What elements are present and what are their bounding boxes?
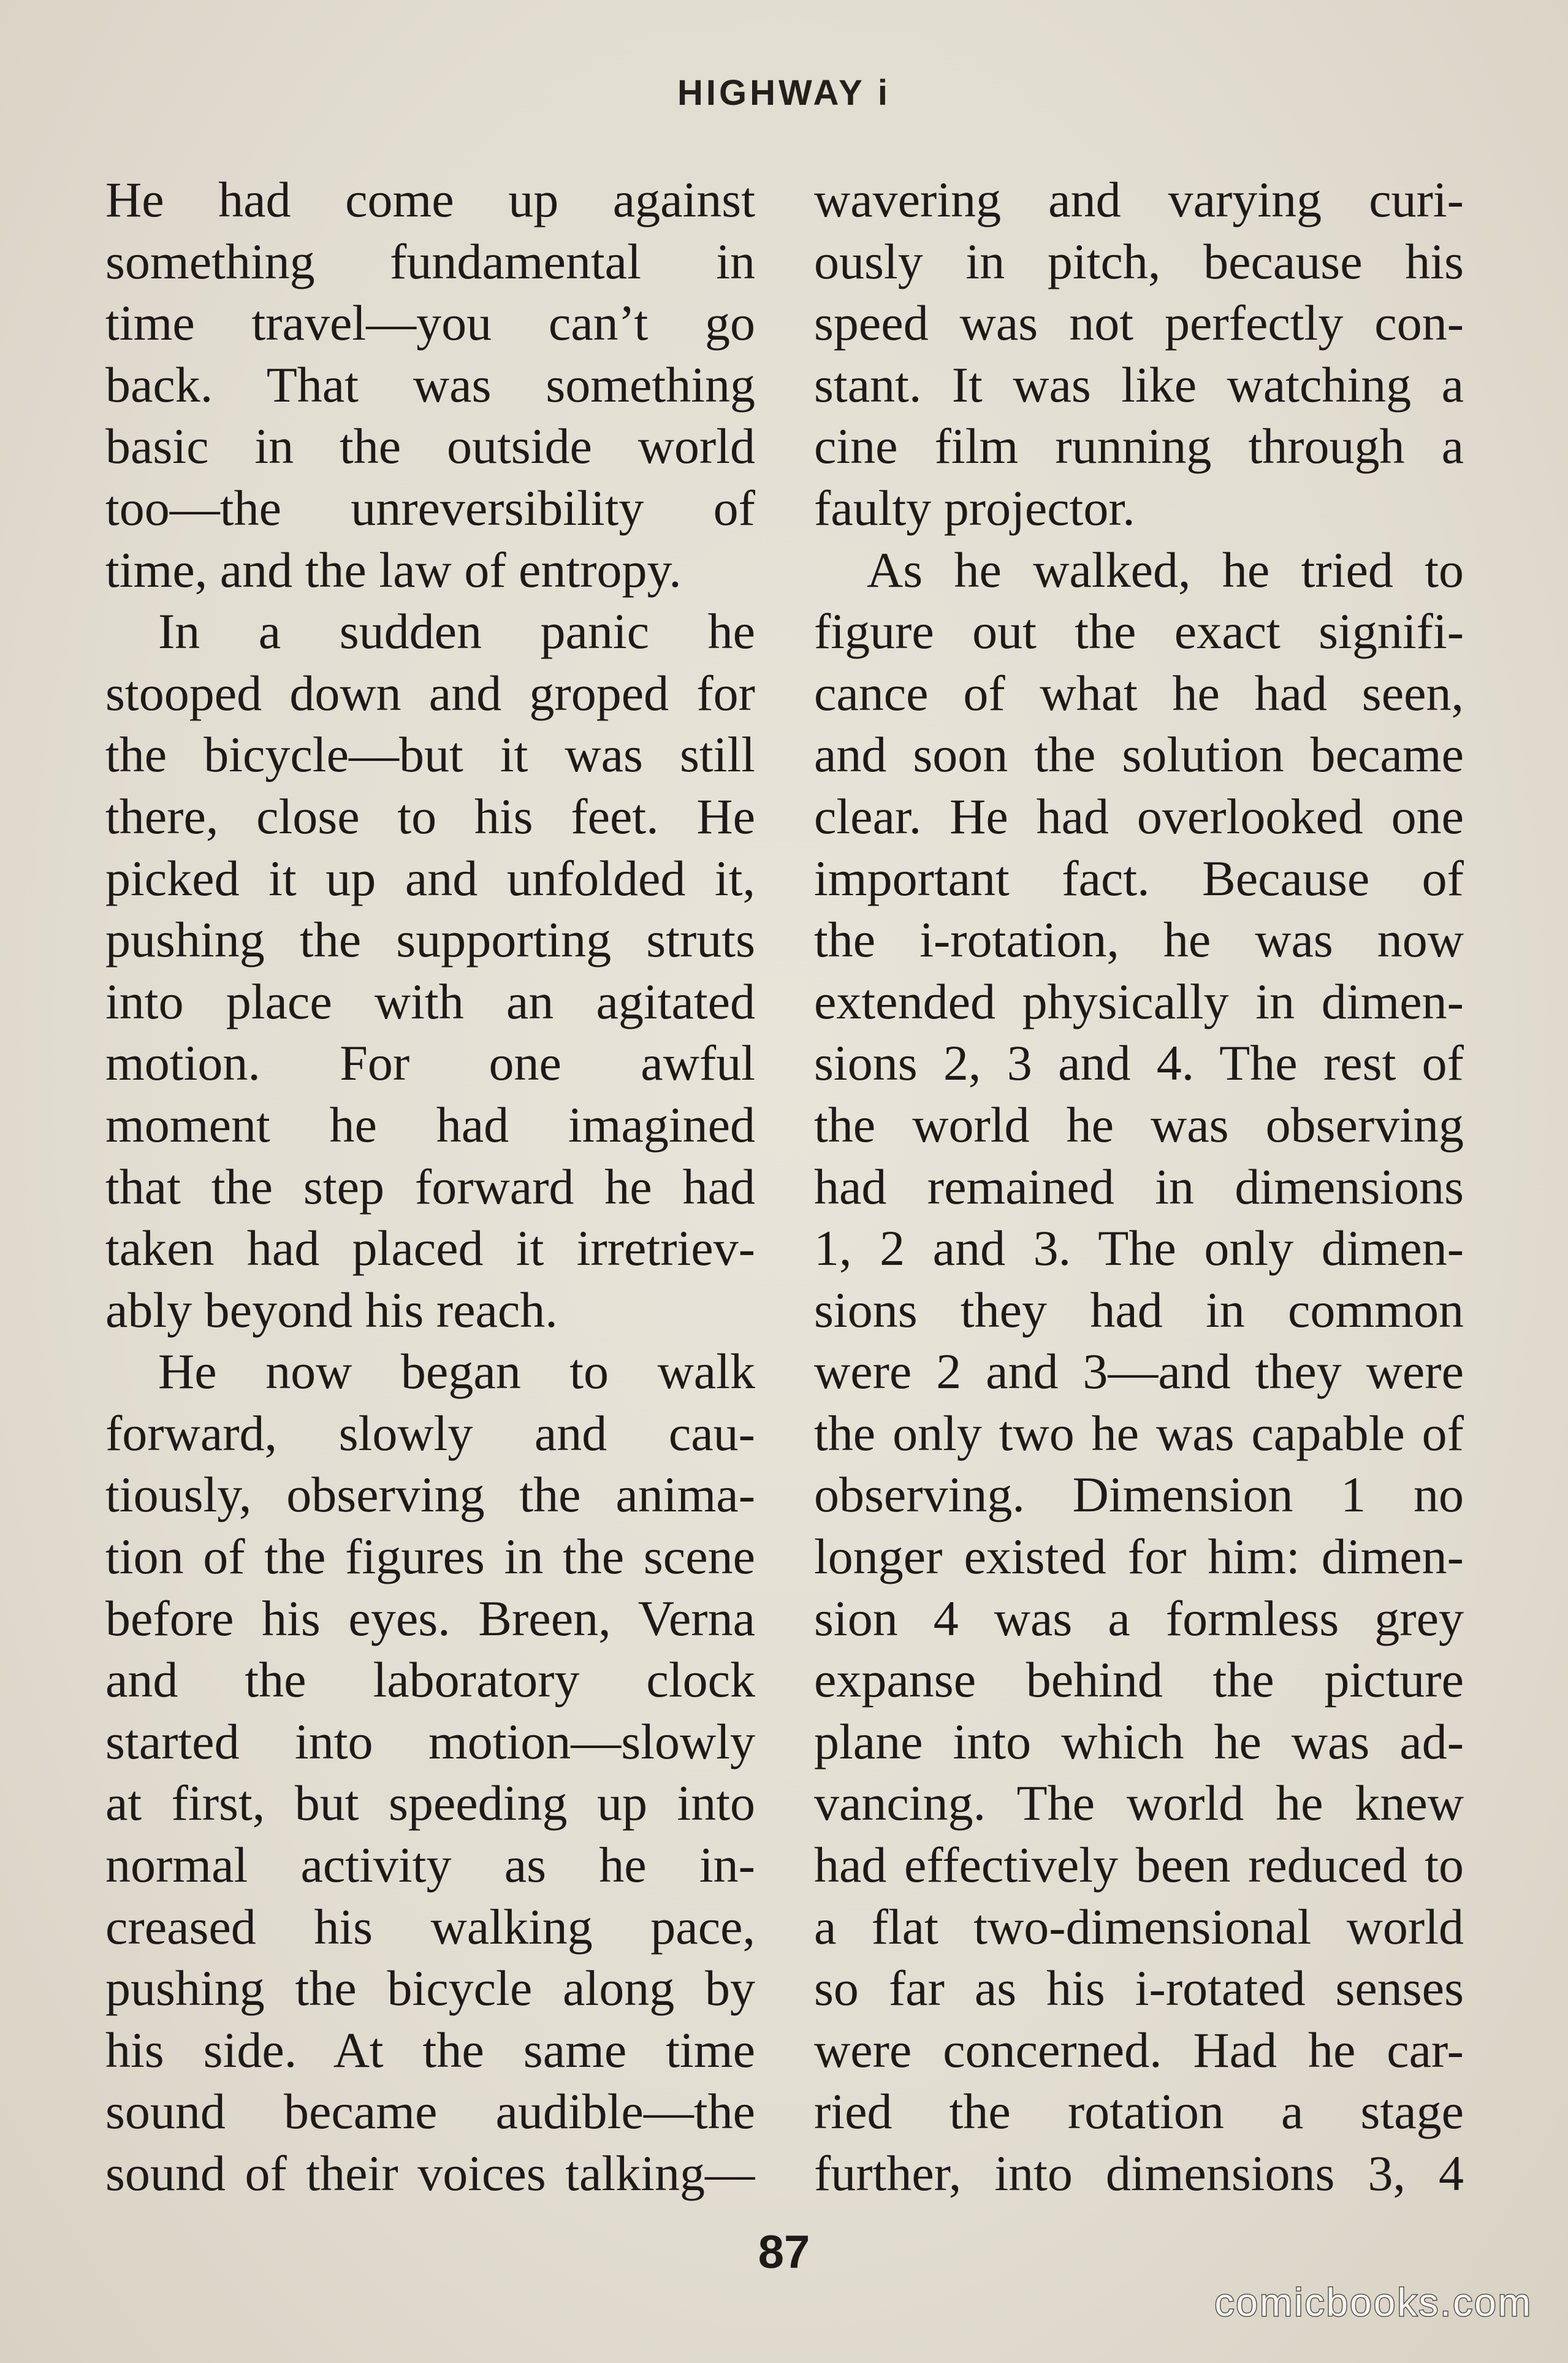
text-line: cance of what he had seen, [814, 665, 1464, 721]
text-line: tiously, observing the anima- [105, 1467, 755, 1523]
text-line: moment he had imagined [105, 1096, 755, 1153]
text-line: ried the rotation a stage [814, 2083, 1464, 2140]
text-line: the world he was observing [814, 1096, 1464, 1153]
text-line: ably beyond his reach. [105, 1281, 558, 1338]
text-line: the bicycle—but it was still [105, 727, 755, 783]
text-line: further, into dimensions 3, 4 [814, 2145, 1464, 2201]
text-line: that the step forward he had [105, 1158, 755, 1215]
text-line: pushing the supporting struts [105, 912, 755, 968]
text-line: faulty projector. [814, 479, 1135, 536]
text-line: ously in pitch, because his [814, 233, 1464, 289]
text-line: stooped down and groped for [105, 665, 755, 721]
text-line: expanse behind the picture [814, 1652, 1464, 1708]
text-line: the i-rotation, he was now [814, 912, 1464, 968]
text-line: clear. He had overlooked one [814, 788, 1464, 844]
text-line: sound of their voices talking— [105, 2145, 755, 2201]
text-line: forward, slowly and cau- [105, 1405, 755, 1461]
text-line: important fact. Because of [814, 850, 1464, 906]
text-line: something fundamental in [105, 233, 755, 289]
left-column [105, 169, 755, 2205]
text-line: before his eyes. Breen, Verna [105, 1590, 755, 1646]
text-line: He had come up against [105, 172, 755, 227]
text-line: at first, but speeding up into [105, 1775, 755, 1831]
right-column [814, 169, 1464, 2205]
text-line: had effectively been reduced to [814, 1837, 1464, 1893]
text-line: time, and the law of entropy. [105, 541, 682, 598]
text-line: were concerned. Had he car- [814, 2021, 1464, 2078]
text-line: back. That was something [105, 356, 755, 413]
text-line: sound became audible—the [105, 2083, 755, 2140]
text-line: time travel—you can’t go [105, 295, 755, 351]
text-line: cine film running through a [814, 418, 1464, 475]
text-line: his side. At the same time [105, 2021, 755, 2078]
text-line: tion of the figures in the scene [105, 1529, 755, 1585]
text-line: started into motion—slowly [105, 1713, 755, 1769]
text-line: normal activity as he in- [105, 1837, 755, 1893]
text-line: sions 2, 3 and 4. The rest of [814, 1035, 1464, 1091]
watermark: comicbooks.com [1214, 2280, 1532, 2324]
text-line: stant. It was like watching a [814, 356, 1464, 413]
text-line: were 2 and 3—and they were [814, 1343, 1464, 1400]
text-line: wavering and varying curi- [814, 172, 1464, 227]
text-line: so far as his i-rotated senses [814, 1960, 1464, 2017]
text-line: the only two he was capable of [814, 1405, 1464, 1461]
text-line: speed was not perfectly con- [814, 295, 1464, 351]
text-line: taken had placed it irretriev- [105, 1220, 755, 1277]
text-line: creased his walking pace, [105, 1898, 755, 1955]
running-head: HIGHWAY i [677, 73, 891, 113]
text-line: a flat two-dimensional world [814, 1898, 1464, 1955]
text-line: longer existed for him: dimen- [814, 1529, 1464, 1585]
text-line: In a sudden panic he [158, 603, 755, 660]
text-line: motion. For one awful [105, 1035, 755, 1091]
text-line: and soon the solution became [814, 727, 1464, 783]
text-line: picked it up and unfolded it, [105, 850, 755, 906]
text-line: He now began to walk [158, 1343, 755, 1400]
text-line: As he walked, he tried to [867, 541, 1464, 598]
page-number: 87 [758, 2226, 810, 2278]
text-line: plane into which he was ad- [814, 1713, 1464, 1769]
text-line: into place with an agitated [105, 973, 755, 1029]
text-line: figure out the exact signifi- [814, 603, 1464, 660]
text-line: basic in the outside world [105, 418, 755, 475]
text-line: pushing the bicycle along by [105, 1960, 755, 2017]
text-line: vancing. The world he knew [814, 1775, 1464, 1831]
text-line: and the laboratory clock [105, 1652, 755, 1708]
text-line: too—the unreversibility of [105, 479, 755, 536]
text-line: observing. Dimension 1 no [814, 1467, 1464, 1523]
text-line: there, close to his feet. He [105, 788, 755, 844]
text-line: 1, 2 and 3. The only dimen- [814, 1220, 1464, 1277]
text-line: sion 4 was a formless grey [814, 1590, 1464, 1646]
text-line: sions they had in common [814, 1281, 1464, 1338]
text-line: extended physically in dimen- [814, 973, 1464, 1029]
text-line: had remained in dimensions [814, 1158, 1464, 1215]
